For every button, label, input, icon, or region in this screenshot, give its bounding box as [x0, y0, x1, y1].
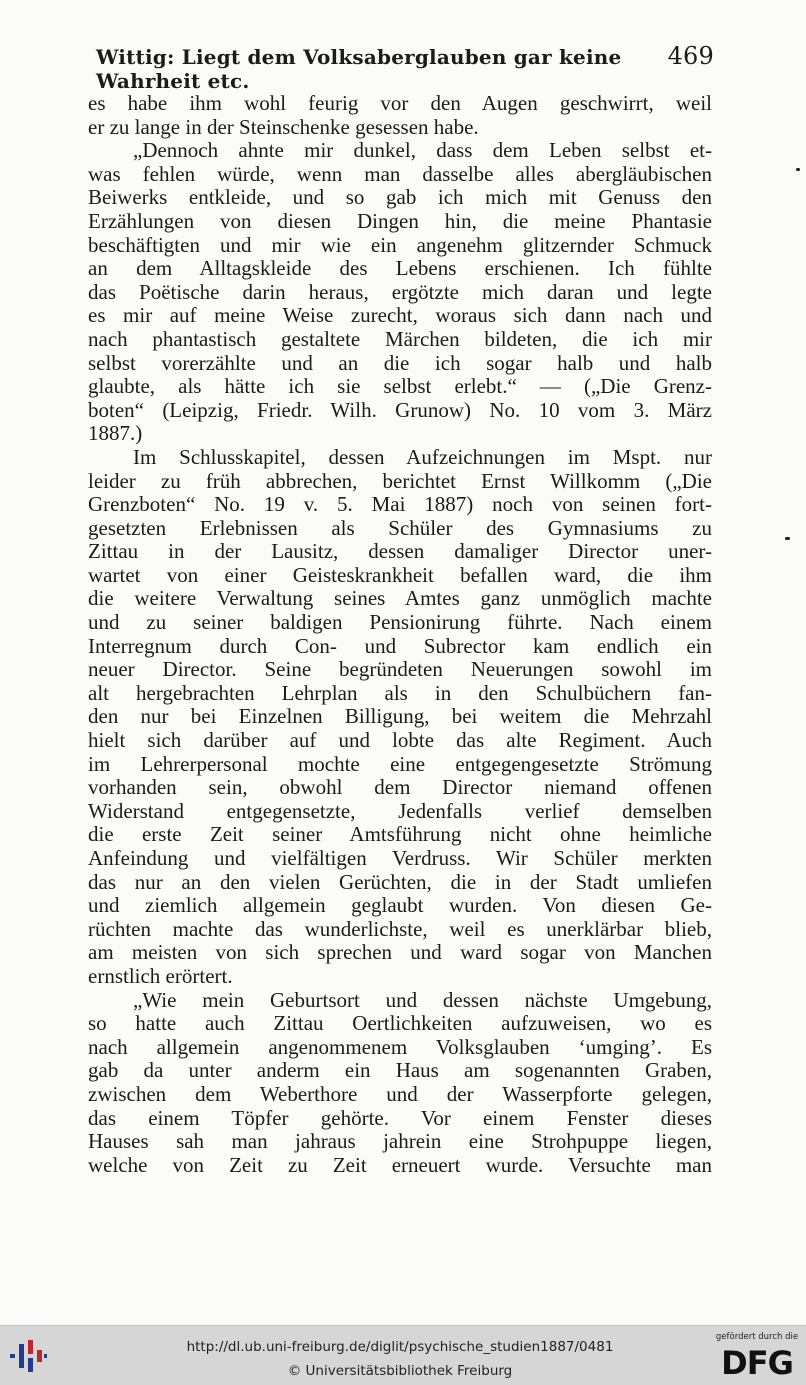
text-line: am meisten von sich sprechen und ward sogar von Manchen	[88, 941, 712, 965]
text-line: es mir auf meine Weise zurecht, woraus sich dann nach und	[88, 304, 712, 328]
text-line: im Lehrerpersonal mochte eine entgegengesetzte Strömung	[88, 752, 712, 776]
footer-url-link[interactable]: http://dl.ub.uni-freiburg.de/diglit/psychische_studien1887/0481	[186, 1339, 614, 1355]
text-line: welche von Zeit zu Zeit erneuert wurde. Versuchte man	[88, 1153, 712, 1177]
text-line: 1887.)	[88, 422, 143, 446]
text-line: hielt sich darüber auf und lobte das alte Regiment. Auch	[88, 729, 712, 753]
funded-by-label: gefördert durch die	[715, 1332, 799, 1342]
text-line: was fehlen würde, wenn man dasselbe alles abergläubischen	[88, 162, 712, 186]
text-line: er zu lange in der Steinschenke gesessen habe.	[88, 115, 479, 139]
text-line: es habe ihm wohl feurig vor den Augen geschwirrt, weil	[88, 92, 712, 115]
text-line: den nur bei Einzelnen Billigung, bei weitem die Mehrzahl	[88, 705, 712, 729]
text-line: Beiwerks entkleide, und so gab ich mich mit Genuss den	[88, 186, 712, 210]
running-head	[96, 42, 714, 93]
text-line: Interregnum durch Con- und Subrector kam endlich ein	[88, 634, 712, 658]
footer-bar	[0, 1325, 806, 1385]
text-line: vorhanden sein, obwohl dem Director niemand offenen	[88, 776, 712, 800]
text-line: „Wie mein Geburtsort und dessen nächste Umgebung,	[133, 988, 712, 1012]
text-line: boten“ (Leipzig, Friedr. Wilh. Grunow) No. 10 vom 3. März	[88, 398, 712, 422]
text-line: nach allgemein angenommenem Volksglauben ‘umging’. Es	[88, 1035, 712, 1059]
text-line: wartet von einer Geisteskrankheit befallen ward, die ihm	[88, 563, 712, 587]
running-title: Wittig: Liegt dem Volksaberglauben gar keine Wahrheit etc.	[96, 45, 622, 93]
text-line: Hauses sah man jahraus jahrein eine Strohpuppe liegen,	[88, 1130, 712, 1154]
text-line: Im Schlusskapitel, dessen Aufzeichnungen im Mspt. nur	[133, 445, 712, 469]
text-line: das nur an den vielen Gerüchten, die in der Stadt umliefen	[88, 870, 712, 894]
text-line: die weitere Verwaltung seines Amtes ganz unmöglich machte	[88, 587, 712, 611]
body-text	[88, 92, 712, 1177]
text-line: leider zu früh abbrechen, berichtet Ernst Willkomm („Die	[88, 469, 712, 493]
text-line: „Dennoch ahnte mir dunkel, dass dem Leben selbst et-	[133, 139, 712, 163]
text-line: nach phantastisch gestaltete Märchen bildeten, die ich mir	[88, 327, 712, 351]
text-line: die erste Zeit seiner Amtsführung nicht ohne heimliche	[88, 823, 712, 847]
library-logo-icon	[8, 1336, 48, 1376]
text-line: so hatte auch Zittau Oertlichkeiten aufzuweisen, wo es	[88, 1012, 712, 1036]
text-line: und zu seiner baldigen Pensionirung führte. Nach einem	[88, 611, 712, 635]
text-line: Grenzboten“ No. 19 v. 5. Mai 1887) noch von seinen fort-	[88, 493, 712, 517]
text-line: ernstlich erörtert.	[88, 964, 233, 988]
margin-mark	[796, 168, 800, 171]
text-line: beschäftigten und mir wie ein angenehm glitzernder Schmuck	[88, 233, 712, 257]
text-line: zwischen dem Weberthore und der Wasserpforte gelegen,	[88, 1082, 712, 1106]
text-line: Zittau in der Lausitz, dessen damaliger Director uner-	[88, 540, 712, 564]
margin-mark	[785, 537, 790, 540]
text-line: rüchten machte das wunderlichste, weil es unerklärbar blieb,	[88, 917, 712, 941]
text-line: das Poëtische darin heraus, ergötzte mich daran und legte	[88, 280, 712, 304]
text-line: selbst vorerzählte und an die ich sogar halb und halb	[88, 351, 712, 375]
text-line: an dem Alltagskleide des Lebens erschienen. Ich fühlte	[88, 257, 712, 281]
text-line: und ziemlich allgemein geglaubt wurden. Von diesen Ge-	[88, 894, 712, 918]
dfg-logo: DFG	[721, 1344, 793, 1382]
text-line: Widerstand entgegensetzte, Jedenfalls verlief demselben	[88, 799, 712, 823]
text-line: neuer Director. Seine begründeten Neuerungen sowohl im	[88, 658, 712, 682]
page-number: 469	[667, 42, 714, 70]
footer-copyright: © Universitätsbibliothek Freiburg	[287, 1363, 513, 1379]
text-line: Erzählungen von diesen Dingen hin, die meine Phantasie	[88, 209, 712, 233]
text-line: glaubte, als hätte ich sie selbst erlebt.“ — („Die Grenz-	[88, 375, 712, 399]
text-line: Anfeindung und vielfältigen Verdruss. Wir Schüler merkten	[88, 847, 712, 870]
text-line: gesetzten Erlebnissen als Schüler des Gymnasiums zu	[88, 516, 712, 540]
text-line: das einem Töpfer gehörte. Vor einem Fenster dieses	[88, 1106, 712, 1130]
text-line: alt hergebrachten Lehrplan als in den Schulbüchern fan-	[88, 681, 712, 705]
text-line: gab da unter anderm ein Haus am sogenannten Graben,	[88, 1059, 712, 1083]
